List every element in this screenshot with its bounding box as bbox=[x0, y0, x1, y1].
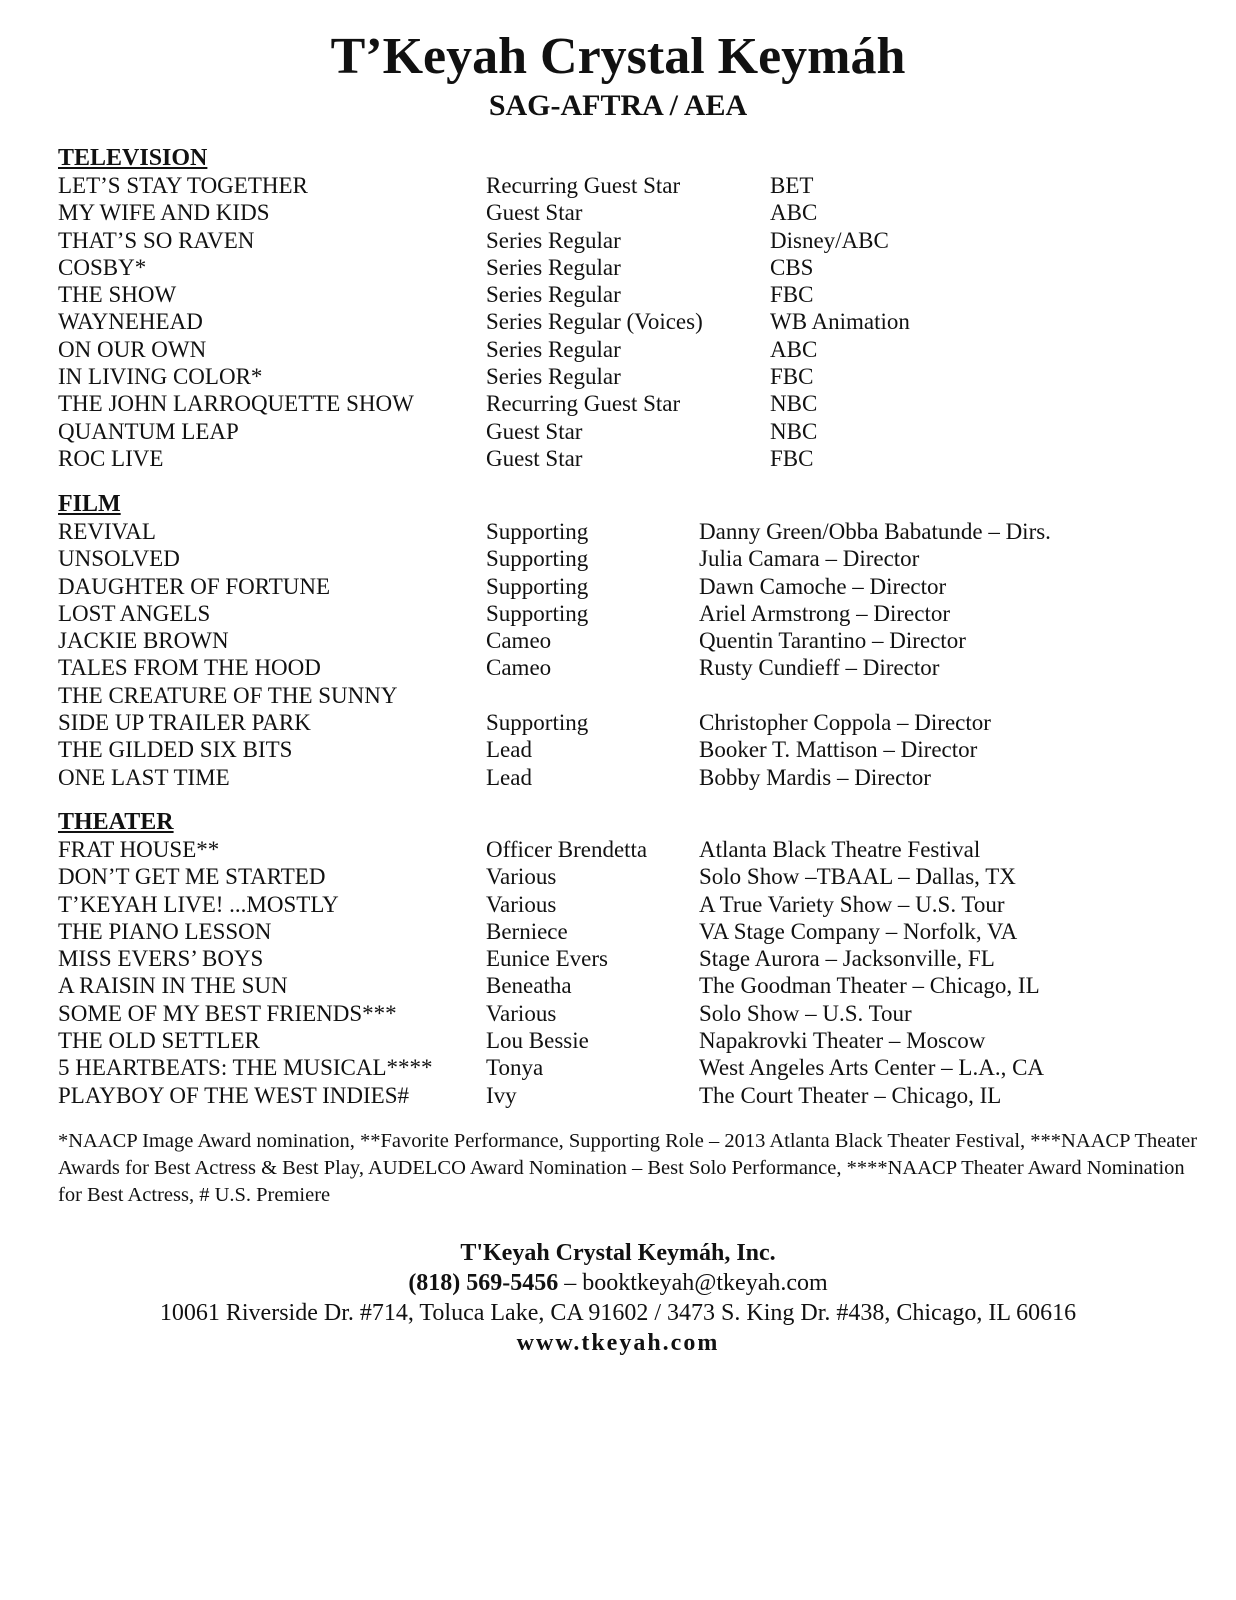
theater-row-role: Eunice Evers bbox=[486, 946, 608, 972]
television-row-network: FBC bbox=[770, 445, 814, 471]
theater-row bbox=[58, 918, 1198, 945]
television-row-role: Guest Star bbox=[486, 418, 583, 444]
theater-section bbox=[58, 808, 1198, 1109]
film-row bbox=[58, 654, 1198, 681]
mailing-address: 10061 Riverside Dr. #714, Toluca Lake, CA 91602 / 3473 S. King Dr. #438, Chicago, IL 60616 bbox=[159, 1300, 1077, 1326]
theater-row bbox=[58, 863, 1198, 890]
film-row-role: Lead bbox=[486, 737, 532, 763]
film-row-title: DAUGHTER OF FORTUNE bbox=[58, 573, 331, 599]
television-row-title: QUANTUM LEAP bbox=[58, 418, 239, 444]
theater-row bbox=[58, 1054, 1198, 1081]
theater-row-title: MISS EVERS’ BOYS bbox=[58, 946, 264, 972]
theater-list bbox=[58, 836, 1198, 1109]
theater-row-role: Beneatha bbox=[486, 973, 572, 999]
contact-footer bbox=[0, 1238, 1236, 1358]
theater-row-venue: The Court Theater – Chicago, IL bbox=[699, 1082, 1002, 1108]
television-row-role: Series Regular bbox=[486, 227, 621, 253]
film-row bbox=[58, 682, 1198, 709]
theater-row bbox=[58, 1027, 1198, 1054]
theater-row-title: DON’T GET ME STARTED bbox=[58, 864, 326, 890]
film-row-credit: Danny Green/Obba Babatunde – Dirs. bbox=[699, 519, 1051, 544]
film-row-role: Supporting bbox=[486, 546, 589, 572]
television-row-role: Series Regular bbox=[486, 254, 621, 280]
television-row bbox=[58, 336, 1198, 363]
theater-row-title: 5 HEARTBEATS: THE MUSICAL**** bbox=[58, 1055, 433, 1081]
theater-row-role: Ivy bbox=[486, 1082, 517, 1108]
television-row-role: Series Regular bbox=[486, 364, 621, 390]
television-row bbox=[58, 281, 1198, 308]
contact-separator: – bbox=[558, 1270, 583, 1296]
film-row-role: Supporting bbox=[486, 519, 589, 544]
television-row-network: FBC bbox=[770, 364, 814, 390]
film-row bbox=[58, 627, 1198, 654]
film-row bbox=[58, 764, 1198, 791]
union-affiliations: SAG-AFTRA / AEA bbox=[488, 89, 748, 122]
television-row-role: Series Regular bbox=[486, 336, 621, 362]
television-row-network: ABC bbox=[770, 200, 818, 226]
film-row-credit: Christopher Coppola – Director bbox=[699, 710, 991, 736]
television-row-role: Series Regular bbox=[486, 282, 621, 308]
television-row-title: MY WIFE AND KIDS bbox=[58, 200, 270, 226]
film-row bbox=[58, 545, 1198, 572]
film-row-credit: Quentin Tarantino – Director bbox=[699, 628, 966, 654]
film-row bbox=[58, 518, 1198, 545]
television-list bbox=[58, 172, 1198, 472]
film-row-title: JACKIE BROWN bbox=[58, 628, 229, 654]
television-row bbox=[58, 445, 1198, 472]
theater-row-venue: A True Variety Show – U.S. Tour bbox=[699, 891, 1005, 917]
film-row-title: SIDE UP TRAILER PARK bbox=[58, 710, 311, 736]
film-row bbox=[58, 709, 1198, 736]
television-row-title: THAT’S SO RAVEN bbox=[58, 227, 255, 253]
television-row bbox=[58, 308, 1198, 335]
television-row-role: Guest Star bbox=[486, 200, 583, 226]
television-row bbox=[58, 254, 1198, 281]
film-row-title: LOST ANGELS bbox=[58, 600, 211, 626]
television-row-title: THE SHOW bbox=[58, 282, 177, 308]
theater-row-venue: Napakrovki Theater – Moscow bbox=[699, 1028, 986, 1054]
theater-row-role: Officer Brendetta bbox=[486, 837, 648, 862]
film-row bbox=[58, 573, 1198, 600]
film-row-title: TALES FROM THE HOOD bbox=[58, 655, 321, 681]
film-row-role: Cameo bbox=[486, 628, 552, 654]
theater-row-title: A RAISIN IN THE SUN bbox=[58, 973, 288, 999]
actor-name: T’Keyah Crystal Keymáh bbox=[330, 28, 906, 85]
television-row-title: LET’S STAY TOGETHER bbox=[58, 173, 308, 198]
email-address[interactable]: booktkeyah@tkeyah.com bbox=[582, 1270, 828, 1296]
theater-row-role: Various bbox=[486, 1000, 557, 1026]
film-heading: FILM bbox=[58, 491, 121, 517]
theater-row-role: Lou Bessie bbox=[486, 1028, 589, 1054]
theater-row-venue: Stage Aurora – Jacksonville, FL bbox=[699, 946, 995, 972]
theater-row-venue: Solo Show – U.S. Tour bbox=[699, 1000, 912, 1026]
television-row-network: NBC bbox=[770, 418, 818, 444]
film-row-role: Supporting bbox=[486, 600, 589, 626]
television-heading: TELEVISION bbox=[58, 145, 208, 171]
television-row bbox=[58, 363, 1198, 390]
theater-row-venue: West Angeles Arts Center – L.A., CA bbox=[699, 1055, 1045, 1081]
television-row-network: WB Animation bbox=[770, 309, 910, 335]
television-row-network: CBS bbox=[770, 254, 814, 280]
television-row bbox=[58, 227, 1198, 254]
television-row-title: WAYNEHEAD bbox=[58, 309, 203, 335]
theater-row-title: PLAYBOY OF THE WEST INDIES# bbox=[58, 1082, 409, 1108]
film-row-credit: Bobby Mardis – Director bbox=[699, 764, 931, 790]
contact-line bbox=[0, 1268, 1236, 1298]
theater-row-title: SOME OF MY BEST FRIENDS*** bbox=[58, 1000, 397, 1026]
film-row-title: THE GILDED SIX BITS bbox=[58, 737, 293, 763]
theater-row-role: Various bbox=[486, 864, 557, 890]
television-row-role: Recurring Guest Star bbox=[486, 173, 681, 198]
film-row bbox=[58, 600, 1198, 627]
film-section bbox=[58, 490, 1198, 791]
television-row-network: BET bbox=[770, 173, 814, 198]
film-row-credit: Booker T. Mattison – Director bbox=[699, 737, 978, 763]
television-row bbox=[58, 390, 1198, 417]
television-section bbox=[58, 144, 1198, 472]
television-row-title: THE JOHN LARROQUETTE SHOW bbox=[58, 391, 414, 417]
film-row-role: Supporting bbox=[486, 710, 589, 736]
television-row-role: Series Regular (Voices) bbox=[486, 309, 703, 335]
film-row-title: THE CREATURE OF THE SUNNY bbox=[58, 682, 398, 708]
website-link[interactable]: www.tkeyah.com bbox=[516, 1330, 720, 1356]
film-row-credit: Dawn Camoche – Director bbox=[699, 573, 947, 599]
theater-row-role: Various bbox=[486, 891, 557, 917]
theater-row bbox=[58, 1082, 1198, 1109]
theater-row bbox=[58, 972, 1198, 999]
film-list bbox=[58, 518, 1198, 791]
theater-row-title: THE OLD SETTLER bbox=[58, 1028, 260, 1054]
company-name: T'Keyah Crystal Keymáh, Inc. bbox=[460, 1240, 776, 1266]
television-row-network: NBC bbox=[770, 391, 818, 417]
television-row-title: IN LIVING COLOR* bbox=[58, 364, 263, 390]
film-row-title: REVIVAL bbox=[58, 519, 156, 544]
theater-row-role: Tonya bbox=[486, 1055, 544, 1081]
theater-row bbox=[58, 945, 1198, 972]
theater-row bbox=[58, 836, 1198, 863]
television-row-role: Guest Star bbox=[486, 445, 583, 471]
television-row bbox=[58, 418, 1198, 445]
theater-row-venue: VA Stage Company – Norfolk, VA bbox=[699, 918, 1018, 944]
television-row-network: ABC bbox=[770, 336, 818, 362]
television-row-network: Disney/ABC bbox=[770, 227, 889, 253]
television-row-title: ROC LIVE bbox=[58, 445, 164, 471]
film-row-credit: Julia Camara – Director bbox=[699, 546, 920, 572]
theater-row-title: FRAT HOUSE** bbox=[58, 837, 220, 862]
film-row-title: ONE LAST TIME bbox=[58, 764, 230, 790]
theater-row-title: T’KEYAH LIVE! ...MOSTLY bbox=[58, 891, 339, 917]
theater-row-venue: Solo Show –TBAAL – Dallas, TX bbox=[699, 864, 1016, 890]
television-row-title: ON OUR OWN bbox=[58, 336, 207, 362]
film-row-title: UNSOLVED bbox=[58, 546, 180, 572]
theater-row bbox=[58, 1000, 1198, 1027]
television-row-title: COSBY* bbox=[58, 254, 147, 280]
film-row-role: Cameo bbox=[486, 655, 552, 681]
theater-row-title: THE PIANO LESSON bbox=[58, 918, 272, 944]
television-row bbox=[58, 172, 1198, 199]
film-row-role: Supporting bbox=[486, 573, 589, 599]
film-row-credit: Rusty Cundieff – Director bbox=[699, 655, 940, 681]
film-row-credit: Ariel Armstrong – Director bbox=[699, 600, 951, 626]
theater-row-role: Berniece bbox=[486, 918, 568, 944]
film-row-role: Lead bbox=[486, 764, 532, 790]
theater-row-venue: The Goodman Theater – Chicago, IL bbox=[699, 973, 1040, 999]
theater-row bbox=[58, 891, 1198, 918]
television-row bbox=[58, 199, 1198, 226]
theater-row-venue: Atlanta Black Theatre Festival bbox=[699, 837, 981, 862]
phone-number: (818) 569-5456 bbox=[408, 1270, 559, 1296]
theater-heading: THEATER bbox=[58, 809, 174, 835]
award-notes: *NAACP Image Award nomination, **Favorite Performance, Supporting Role – 2013 Atlanta Black Theater Festival, ***NAACP Theater Awards for Best Actress & Best Play, AUDELCO Award Nomination – Best Solo Performance, ****NAACP Theater Award Nomination for Best Actress, # U.S. Premiere bbox=[58, 1130, 1198, 1206]
television-row-network: FBC bbox=[770, 282, 814, 308]
film-row bbox=[58, 736, 1198, 763]
television-row-role: Recurring Guest Star bbox=[486, 391, 681, 417]
